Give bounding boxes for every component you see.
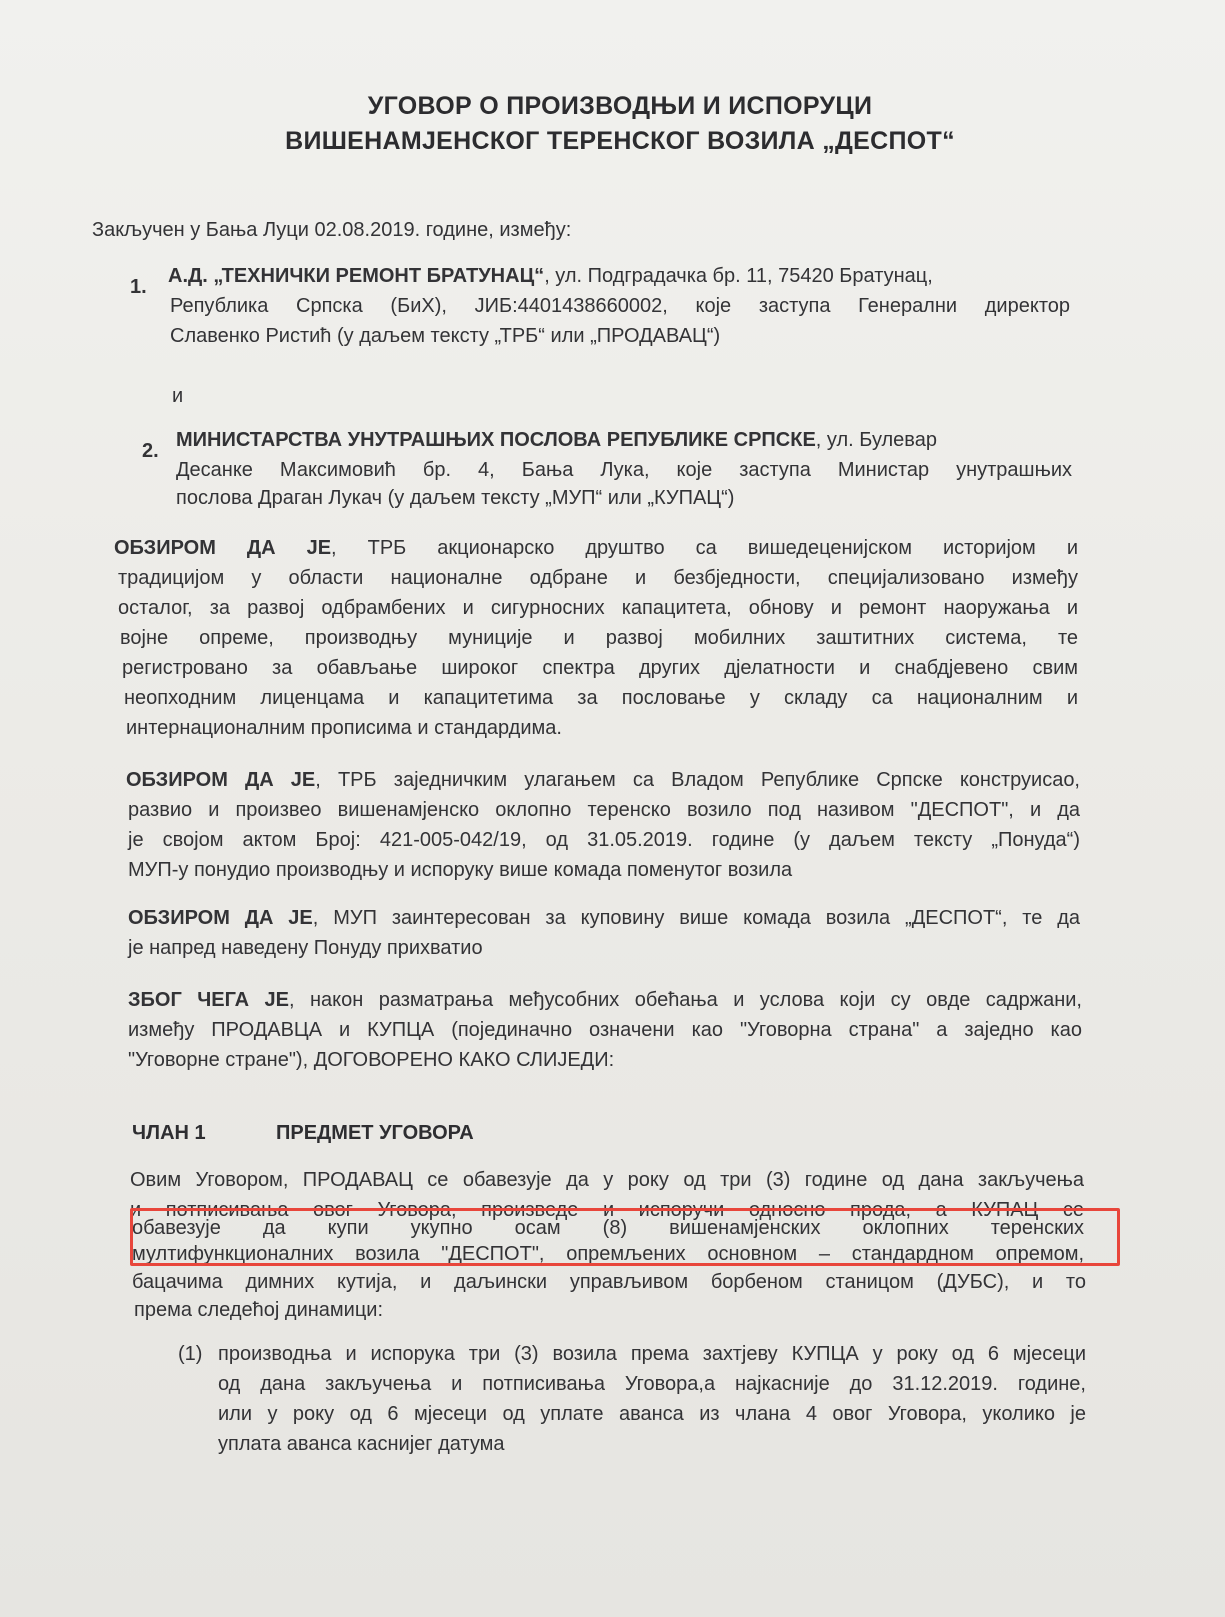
whereas1-line-7: интернационалним прописима и стандардима.: [126, 717, 562, 739]
whereas2-line-2: развио и произвео вишенамјенско оклопно теренско возило под називом "ДЕСПОТ", и да: [128, 799, 1080, 821]
item1-line-2: од дана закључења и потписивања Уговора,а најкасније до 31.12.2019. године,: [218, 1373, 1086, 1395]
party1-number: 1.: [130, 276, 147, 298]
document-title-line-2: ВИШЕНАМЈЕНСКОГ ТЕРЕНСКОГ ВОЗИЛА „ДЕСПОТ“: [285, 127, 955, 155]
item1-line-3: или у року од 6 мјесеци од уплате аванса из члана 4 овог Уговора, уколико је: [218, 1403, 1086, 1425]
party2-number: 2.: [142, 440, 159, 462]
party2-line-1: [176, 428, 937, 452]
item1-marker: (1): [178, 1343, 203, 1365]
party2-name: МИНИСТАРСТВА УНУТРАШЊИХ ПОСЛОВА РЕПУБЛИКЕ СРПСКЕ: [176, 429, 816, 451]
party1-line-1: [168, 264, 933, 288]
whereas1-lead: ОБЗИРОМ ДА ЈЕ: [114, 537, 332, 559]
whereas1-line-2: традицијом у области националне одбране и безбједности, специјализовано између: [118, 567, 1078, 589]
whereas2-line-4: МУП-у понудио производњу и испоруку више комада поменутог возила: [128, 859, 793, 881]
whereas3-line-1: [128, 906, 1080, 930]
party1-name: А.Д. „ТЕХНИЧКИ РЕМОНТ БРАТУНАЦ“: [168, 265, 545, 287]
highlight-box: [130, 1208, 1120, 1266]
whereas3-text-1: , МУП заинтересован за куповину више комада возила „ДЕСПОТ“, те да: [312, 907, 1080, 929]
conjunction-text: и: [172, 385, 184, 407]
whereas1-text-1: , ТРБ акционарско друштво са вишедеценијском историјом и: [331, 537, 1078, 559]
therefore-line-3: "Уговорне стране"), ДОГОВОРЕНО КАКО СЛИЈЕДИ:: [128, 1049, 615, 1071]
party1-address: , ул. Подградачка бр. 11, 75420 Братунац,: [544, 265, 933, 287]
therefore-line-1: [128, 988, 1082, 1012]
party2-line-3: послова Драган Лукач (у даљем тексту „МУП“ или „КУПАЦ“): [176, 487, 735, 509]
article1-label: ЧЛАН 1: [132, 1122, 206, 1144]
item1-line-4: уплата аванса каснијег датума: [218, 1433, 505, 1455]
document-title-line-1: УГОВОР О ПРОИЗВОДЊИ И ИСПОРУЦИ: [367, 92, 873, 120]
party1-line-3: Славенко Ристић (у даљем тексту „ТРБ“ или „ПРОДАВАЦ“): [170, 325, 721, 347]
article1-line-6: према следећој динамици:: [134, 1299, 384, 1321]
whereas1-line-5: регистровано за обављање широког спектра других дјелатности и снабдјевено свим: [122, 657, 1078, 679]
whereas1-line-3: осталог, за развој одбрамбених и сигурносних капацитета, обнову и ремонт наоружања и: [118, 597, 1078, 619]
whereas2-line-3: је својом актом Број: 421-005-042/19, од 31.05.2019. године (у даљем тексту „Понуда“): [128, 829, 1080, 851]
whereas2-line-1: [126, 768, 1080, 792]
article1-line-3: обавезује да купи укупно осам (8) вишенамјенских оклопних теренских: [132, 1217, 1084, 1239]
whereas3-line-2: је напред наведену Понуду прихватио: [128, 937, 483, 959]
party2-line-2: Десанке Максимовић бр. 4, Бања Лука, које заступа Министар унутрашњих: [176, 459, 1072, 481]
article1-line-4: мултифункционалних возила "ДЕСПОТ", опремљених основном – стандардном опремом,: [132, 1243, 1084, 1265]
article1-line-1: Овим Уговором, ПРОДАВАЦ се обавезује да у року од три (3) године од дана закључења: [130, 1169, 1084, 1191]
therefore-line-2: између ПРОДАВЦА и КУПЦА (појединачно означени као "Уговорна страна" а заједно као: [128, 1019, 1082, 1041]
whereas3-lead: ОБЗИРОМ ДА ЈЕ: [128, 907, 313, 929]
whereas1-line-1: [114, 536, 1078, 560]
whereas1-line-4: војне опреме, производњу муниције и развој мобилних заштитних система, те: [120, 627, 1078, 649]
whereas1-line-6: неопходним лиценцама и капацитетима за пословање у складу са националним и: [124, 687, 1078, 709]
item1-line-1: производња и испорука три (3) возила према захтјеву КУПЦА у року од 6 мјесеци: [218, 1343, 1086, 1365]
article1-heading: ПРЕДМЕТ УГОВОРА: [276, 1122, 474, 1144]
article1-line-2: и потписивања овог Уговора, произведе и испоручи односно прода, а КУПАЦ се: [130, 1199, 1084, 1221]
whereas2-lead: ОБЗИРОМ ДА ЈЕ: [126, 769, 316, 791]
therefore-lead: ЗБОГ ЧЕГА ЈЕ: [128, 989, 289, 1011]
whereas2-text-1: , ТРБ заједничким улагањем са Владом Републике Српске конструисао,: [315, 769, 1080, 791]
intro-text: Закључен у Бања Луци 02.08.2019. године, између:: [92, 219, 572, 241]
party2-address: , ул. Булевар: [815, 429, 937, 451]
party1-line-2: Република Српска (БиХ), ЈИБ:4401438660002, које заступа Генерални директор: [170, 295, 1070, 317]
article1-line-5: бацачима димних кутија, и даљински управљивом борбеном станицом (ДУБС), и то: [132, 1271, 1086, 1293]
therefore-text-1: , након разматрања међусобних обећања и услова који су овде садржани,: [289, 989, 1082, 1011]
